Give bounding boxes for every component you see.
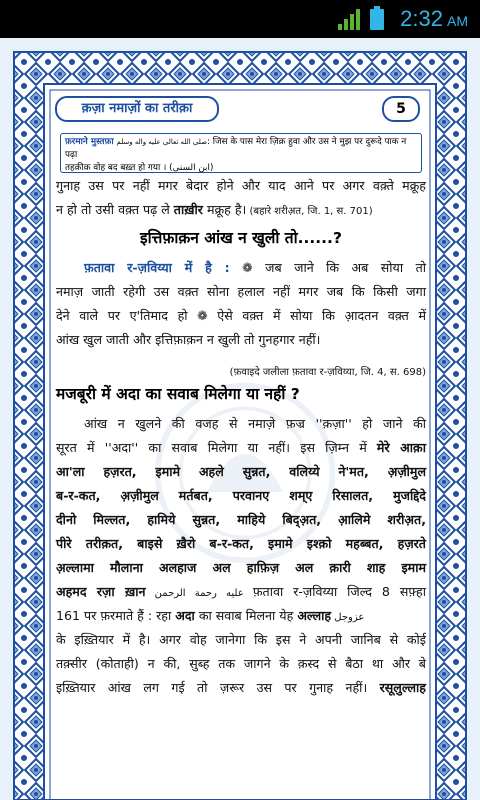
hadith-text-2: तहक़ीक़ वोह बद बख़्त हो गया । (ابن السنی)	[65, 163, 214, 173]
book-page[interactable]	[0, 38, 480, 800]
body-line: ब-र-कत, अ़ज़ीमुल मर्तबत, परवानए शम्ए रिसालत, मुजद्दिदे	[56, 488, 426, 503]
reference: (फ़वाइदे जलीला फ़तावा र-ज़विय्या, जि. 4, स. 698)	[229, 367, 426, 378]
section-heading: इत्तिफ़ाक़न आंख न खुली तो......?	[140, 229, 342, 247]
chapter-title: क़ज़ा नमाज़ों का तरीक़ा	[55, 96, 219, 122]
body-line: आ'ला हज़रत, इमामे अहले सुन्नत, वलिय्ये ने'मत, अ़ज़ीमुल	[56, 464, 426, 479]
status-bar	[0, 0, 480, 38]
body-line: न हो तो उसी वक़्त पढ़ ले ताख़ीर मक्रूह है। (बहारे शरीअ़त, जि. 1, स. 701)	[56, 202, 373, 217]
body-line: 161 पर फ़रमाते हैं : रहा अदा का सवाब मिलना येह अल्लाह عزوجل	[56, 608, 365, 623]
page-number: 5	[382, 96, 420, 122]
body-line: फ़तावा र-ज़विय्या में है : ❁ जब जाने कि अब सोया तो	[84, 260, 427, 275]
hadith-box	[60, 133, 422, 173]
body-line: आंख खुल जाती और इत्तिफ़ाक़न न खुली तो गुनहगार नहीं।	[56, 332, 321, 347]
body-line: पीरे तरीक़त, बाइसे ख़ैरो ब-र-कत, इमामे इश्क़ो महब्बत, हज़रते	[56, 536, 426, 551]
body-line: अ़ल्लामा मौलाना अलहाज अल हाफ़िज़ अल क़ारी शाह इमाम	[56, 560, 426, 575]
body-line: इख़्तियार आंख लग गई तो ज़रूर उस पर गुनाह नहीं। रसूलुल्लाह	[56, 680, 426, 695]
clock: 2:32 AM	[400, 6, 468, 31]
hadith-text-1: : जिस के पास मेरा ज़िक्र हुवा और उस ने मुझ पर दुरूदे पाक न पढ़ा	[65, 137, 407, 160]
body-line: आंख न खुलने की वजह से नमाज़े फ़ज्र ''क़ज़ा'' हो जाने की	[84, 416, 426, 431]
body-line: देने वाले पर ए'तिमाद हो ❁ ऐसे वक़्त में सोया कि आ़दतन वक़्त में	[56, 308, 426, 323]
body-line: सूरत में ''अदा'' का सवाब मिलेगा या नहीं। इस ज़िम्न में मेरे आक़ा	[56, 440, 426, 455]
body-line: दीनो मिल्लत, हामिये सुन्नत, माहिये बिद्अ़त, आ़लिमे शरीअ़त,	[56, 512, 426, 527]
body-line: गुनाह उस पर नहीं मगर बेदार होने और याद आने पर अगर वक़्ते मक्रूह	[56, 178, 426, 193]
battery-icon	[370, 6, 384, 30]
hadith-arabic: صلى الله تعالى عليه واله وسلم	[116, 138, 208, 146]
body-line: तक़्सीर (कोताही) न की, सुब्ह तक जागने के क़स्द से बैठा था और बे	[56, 656, 426, 671]
body-line: के इख़्तियार में है। अगर वोह जानेगा कि इस ने अपनी जानिब से कोई	[56, 632, 426, 647]
body-line: अहमद रज़ा ख़ान عليه رحمة الرحمن फ़तावा र-ज़विय्या जिल्द 8 सफ़्हा	[56, 584, 426, 599]
section-heading: मजबूरी में अदा का सवाब मिलेगा या नहीं ?	[56, 385, 300, 403]
hadith-label: फ़रमाने मुस्तफ़ा	[65, 137, 114, 147]
body-line: नमाज़ जाती रहेगी उस वक़्त सोना हलाल नहीं मगर जब कि किसी जगा	[56, 284, 426, 299]
signal-icon	[338, 8, 364, 30]
